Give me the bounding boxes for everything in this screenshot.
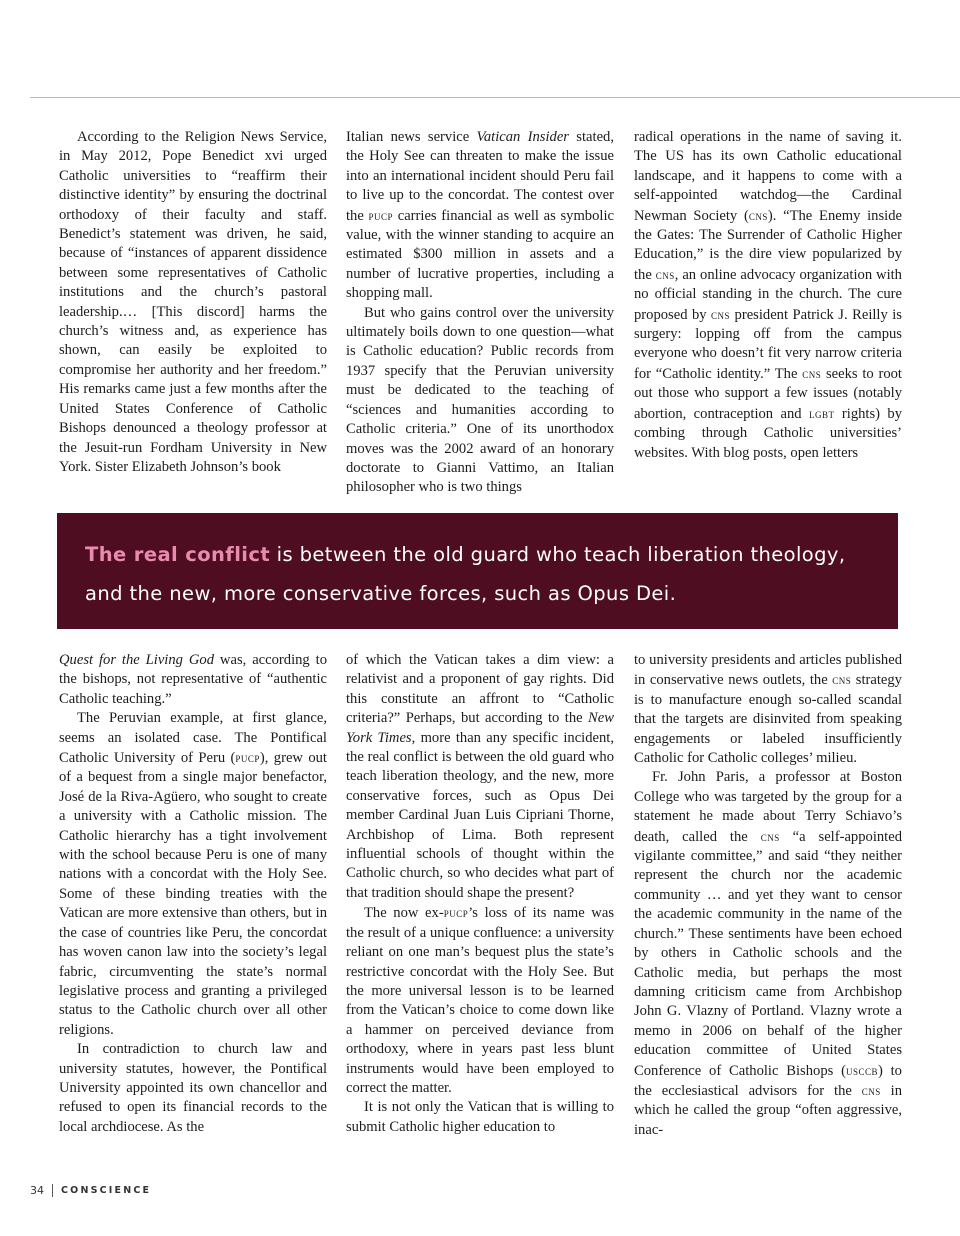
paragraph: According to the Religion News Service, in May 2012, Pope Benedict xvi urged Catholic universities to “reaffirm their distinctive identity” by ensuring the doctrinal orthodoxy of their faculty and staff. Benedict’s statement was driven, he said, because of “instances of apparent dissidence between some representatives of Catholic institutions and the church’s pastoral leadership.… [This discord] harms the church’s witness and, as experience has shown, can easily be exploited to compromise her authority and her freedom.” His remarks came just a few months after the United States Conference of Catholic Bishops denounced a theology professor at the Jesuit-run Fordham University in New York. Sister Elizabeth Johnson’s book xyxy=(59,129,327,475)
column-3-bottom xyxy=(634,651,902,1140)
acronym: usccb xyxy=(845,1062,878,1078)
paragraph xyxy=(59,709,327,1040)
page-number: 34 xyxy=(30,1184,53,1197)
paragraph xyxy=(346,903,614,1098)
pull-quote-text: is between the old guard who teach liberation theology, and the new, more conservative forces, such as Opus Dei. xyxy=(85,543,846,605)
book-title: Quest for the Living God xyxy=(59,652,215,668)
column-2-top xyxy=(346,128,614,498)
acronym: pucp xyxy=(443,905,469,921)
text-run: in which he called the group “often aggressive, inac- xyxy=(634,1082,903,1138)
acronym: cns xyxy=(655,266,675,282)
acronym: cns xyxy=(832,672,852,688)
acronym: cns xyxy=(748,207,768,223)
column-1-bottom xyxy=(59,651,327,1137)
pull-quote-highlight: The real conflict xyxy=(85,543,271,566)
text-run: ). “The Enemy inside the Gates: The Surrender of Catholic Higher Education,” is the dire view popularized by the xyxy=(634,207,902,283)
paragraph xyxy=(634,651,902,768)
text-run: seeks to root out those who support a few issues (notably abortion, contraception and xyxy=(634,365,902,422)
paragraph: It is not only the Vatican that is willing to submit Catholic higher education to xyxy=(346,1099,614,1135)
text-run: Fr. John Paris, a professor at Boston College who was targeted by the group for a statement he made about Terry Schiavo’s death, called the xyxy=(634,769,902,845)
text-run: Italian news service xyxy=(346,129,477,145)
acronym: cns xyxy=(802,365,822,381)
text-run: was, according to the bishops, not representative of “authentic Catholic teaching.” xyxy=(59,652,327,707)
pull-quote-box xyxy=(57,513,898,629)
text-run: ), grew out of a bequest from a single major benefactor, José de la Riva-Agüero, who sought to create a university with a Catholic mission. The Catholic hierarchy has a tight involvement with the school because Peru is one of many nations with a concordat with the Holy See. Some of these binding treaties with the Vatican are more extensive than others, but in the case of countries like Peru, the concordat has woven canon law into the society’s legal fabric, circumventing the state’s normal legislative process and granting a privileged status to the Catholic church over all other religions. xyxy=(59,750,327,1038)
column-2-bottom xyxy=(346,651,614,1137)
paragraph xyxy=(346,651,614,903)
text-run: carries financial as well as symbolic value, with the winner standing to acquire an estimated $300 million in assets and a number of lucrative properties, including a shopping mall. xyxy=(346,207,614,302)
text-run: The Peruvian example, at first glance, seems an isolated case. The Pontifical Catholic University of Peru ( xyxy=(59,710,327,767)
text-run: stated, the Holy See can threaten to make the issue into an international incident should Peru fail to live up to the concordat. The contest over the xyxy=(346,129,614,224)
paragraph xyxy=(634,128,902,463)
text-run: president Patrick J. Reilly is surgery: lopping off from the campus everyone who doesn’t fit very narrow criteria for “Catholic identity.” The xyxy=(634,306,902,382)
text-run: ’s loss of its name was the result of a unique confluence: a university reliant on one man’s bequest plus the state’s restrictive concordat with the Holy See. But the more universal lesson is to be learned from the Vatican’s choice to come down like a hammer on perceived deviance from orthodoxy, where in years past less blunt instruments would have been employed to correct the matter. xyxy=(346,905,614,1096)
text-run: of which the Vatican takes a dim view: a relativist and a proponent of gay rights. Did this constitute an affront to “Catholic criteria?” Perhaps, but according to the xyxy=(346,652,614,727)
paragraph xyxy=(59,651,327,709)
header-rule xyxy=(30,97,960,98)
text-run: ) to the ecclesiastical advisors for the xyxy=(634,1062,902,1099)
acronym: cns xyxy=(861,1082,881,1098)
text-run: “a self-appointed vigilante committee,” and said “they neither represent the church nor the academic community … and yet they want to censor the academic community in the name of the church.” These sentiments have been echoed by others in Catholic schools and the Catholic media, but perhaps the most damning criticism came from Archbishop John G. Vlazny of Portland. Vlazny wrote a memo in 2006 on behalf of the higher education committee of United States Conference of Catholic Bishops ( xyxy=(634,828,902,1079)
paragraph: But who gains control over the university ultimately boils down to one question—what is Catholic education? Public records from 1937 specify that the Peruvian university must be dedicated to the teaching of “sciences and humanities according to Catholic criteria.” One of its unorthodox moves was the 2002 award of an honorary doctorate to Gianni Vattimo, an Italian philosopher who is two things xyxy=(346,304,614,496)
text-run: The now ex- xyxy=(364,905,444,922)
column-1-top xyxy=(59,128,327,477)
paragraph xyxy=(634,768,902,1140)
acronym: pucp xyxy=(235,750,260,766)
text-run: , more than any specific incident, the real conflict is between the old guard who teach liberation theology, and the new, more conservative forces, such as Opus Dei member Cardinal Juan Luis Cipriani Thorne, Archbishop of Lima. Both represent influential schools of thought within the Catholic church, so who decides what part of that tradition should shape the present? xyxy=(346,729,614,901)
acronym: cns xyxy=(711,306,731,322)
text-run: to university presidents and articles published in conservative news outlets, the xyxy=(634,652,902,689)
pull-quote xyxy=(85,535,885,613)
paragraph xyxy=(346,128,614,304)
acronym: pucp xyxy=(368,207,394,223)
text-run: radical operations in the name of saving it. The US has its own Catholic educational landscape, and it happens to come with a self-appointed watchdog—the Cardinal Newman Society ( xyxy=(634,129,902,224)
publication-title: New York Times xyxy=(346,710,614,746)
column-3-top xyxy=(634,128,902,463)
text-run: rights) by combing through Catholic universities’ websites. With blog posts, open letters xyxy=(634,405,903,461)
text-run: , an online advocacy organization with no official standing in the church. The cure proposed by xyxy=(634,266,902,323)
paragraph: In contradiction to church law and university statutes, however, the Pontifical University appointed its own chancellor and refused to open its financial records to the local archdiocese. As the xyxy=(59,1041,327,1135)
acronym: cns xyxy=(760,828,780,844)
acronym: lgbt xyxy=(809,405,835,421)
text-run: strategy is to manufacture enough so-called scandal that the targets are disinvited from speaking engagements or labeled insufficiently Catholic for Catholic colleges’ milieu. xyxy=(634,672,902,767)
publication-title: Vatican Insider xyxy=(476,129,569,145)
page-footer xyxy=(30,1181,151,1199)
magazine-name: CONSCIENCE xyxy=(61,1184,152,1196)
